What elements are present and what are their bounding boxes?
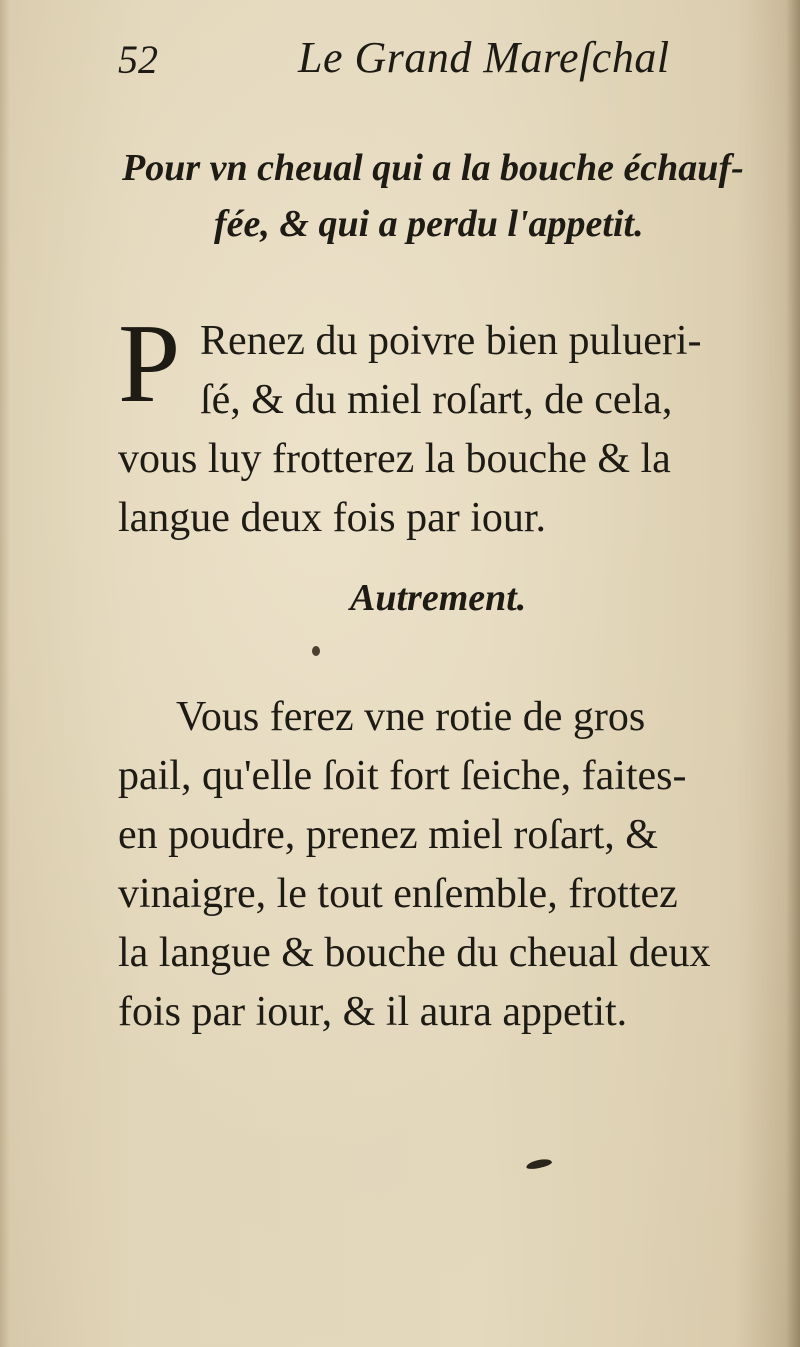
ink-blot (312, 646, 320, 656)
paragraph-2-line: fois par iour, & il aura appetit. (118, 989, 628, 1035)
page-header (118, 26, 678, 96)
paragraph-2-line: Vous ferez vne rotie de gros (176, 694, 646, 740)
paragraph-2-line: vinaigre, le tout enſemble, frottez (118, 871, 678, 917)
paragraph-1-line: langue deux fois par iour. (118, 495, 547, 541)
paragraph-2-line: la langue & bouche du cheual deux (118, 930, 711, 976)
drop-cap: P (118, 302, 181, 426)
paragraph-2-line: pail, qu'elle ſoit fort ſeiche, faites- (118, 753, 687, 799)
paragraph-2 (118, 688, 778, 1042)
paragraph-2-line: en poudre, prenez miel roſart, & (118, 812, 658, 858)
paragraph-1-line: ſé, & du miel roſart, de cela, (200, 377, 673, 423)
heading-line-1: Pour vn cheual qui a la bouche échauf- (122, 147, 744, 189)
paragraph-1-line: Renez du poivre bien pulueri- (200, 318, 702, 364)
section-heading (122, 140, 782, 252)
subheading: Autrement. (350, 577, 527, 619)
page-shadow-left (0, 0, 10, 1347)
page-shadow-right (786, 0, 800, 1347)
running-title: Le Grand Mareſchal (298, 33, 670, 82)
paragraph-1-line: vous luy frotterez la bouche & la (118, 436, 671, 482)
page-number: 52 (118, 37, 158, 82)
paragraph-1 (118, 302, 778, 548)
heading-line-2: fée, & qui a perdu l'appetit. (214, 203, 644, 245)
ink-mark (525, 1157, 552, 1170)
